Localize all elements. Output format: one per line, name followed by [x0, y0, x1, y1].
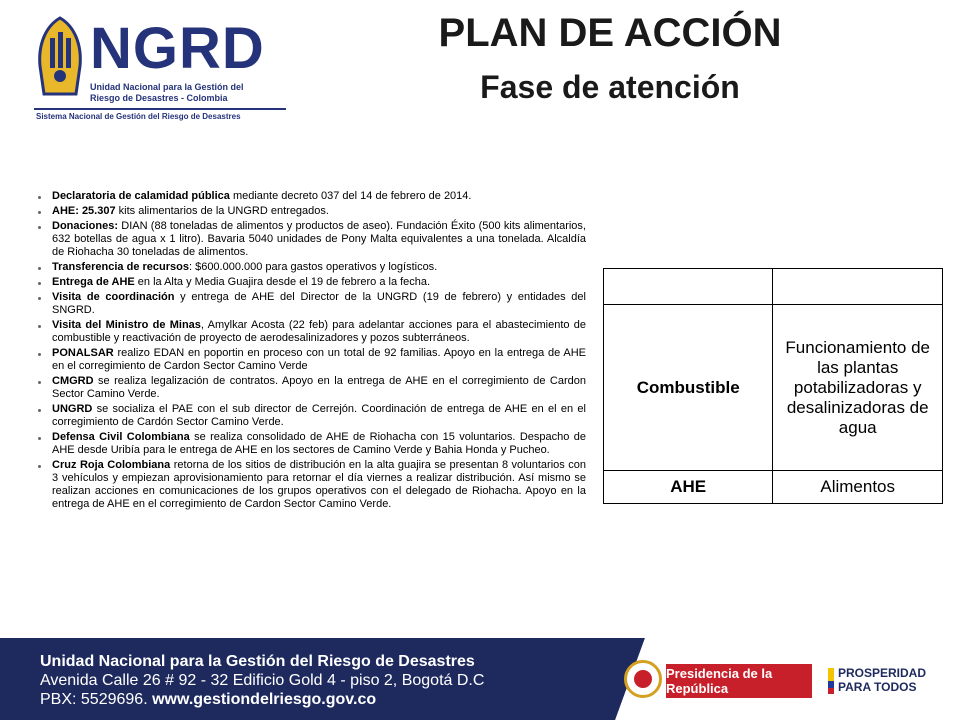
- list-item: Visita del Ministro de Minas, Amylkar Acosta (22 feb) para adelantar acciones para el abastecimiento de combustible y reactivación de proyecto de aerodesalinizadores y pozos subterráneos.: [36, 319, 586, 345]
- list-item: PONALSAR realizo EDAN en poportin en proceso con un total de 92 familias. Apoyo en la entrega de AHE en el corregimiento de Cardon Sector Camino Verde: [36, 347, 586, 373]
- list-item: AHE: 25.307 kits alimentarios de la UNGRD entregados.: [36, 205, 586, 218]
- action-list: [36, 190, 586, 513]
- list-item: Defensa Civil Colombiana se realiza consolidado de AHE de Riohacha con 15 voluntarios. Despacho de AHE desde Uribía para le entrega de AHE en los sectores de Camino Verde y Bahia Honda y Pucheo.: [36, 431, 586, 457]
- prosperidad-line-1: PROSPERIDAD: [838, 666, 927, 680]
- table-row: [604, 305, 943, 471]
- hand-emblem-icon: [34, 16, 86, 100]
- list-item: Transferencia de recursos: $600.000.000 para gastos operativos y logísticos.: [36, 261, 586, 274]
- table-cell: [604, 269, 773, 305]
- footer-phone: PBX: 5529696.: [40, 691, 153, 708]
- footer-contact: [40, 652, 484, 709]
- footer-website-link[interactable]: www.gestiondelriesgo.gov.co: [152, 691, 377, 708]
- table-cell: AHE: [604, 471, 773, 504]
- footer-phone-web: [40, 690, 484, 709]
- list-item: Declaratoria de calamidad pública mediante decreto 037 del 14 de febrero de 2014.: [36, 190, 586, 203]
- presidencia-logo: Presidencia de la República: [666, 664, 812, 698]
- list-item: Cruz Roja Colombiana retorna de los sitios de distribución en la alta guajira se presentan 8 voluntarios con 3 vehículos y empiezan aprovisionamiento para retornar el día viernes a realizar distribución. Así mismo se realizan acciones en comunicaciones de los grupos operativos con el delegado de Riohacha. Apoyo en la entrega de AHE en el corregimiento de Cardon Sector Camino Verde.: [36, 459, 586, 511]
- header: [360, 10, 860, 106]
- table-cell: [773, 269, 943, 305]
- table-row: [604, 269, 943, 305]
- list-item: Visita de coordinación y entrega de AHE del Director de la UNGRD (19 de febrero) y entidades del SNGRD.: [36, 291, 586, 317]
- list-item: Entrega de AHE en la Alta y Media Guajira desde el 19 de febrero a la fecha.: [36, 276, 586, 289]
- logo-wordmark: NGRD: [90, 16, 265, 81]
- list-item: Donaciones: DIAN (88 toneladas de alimentos y productos de aseo). Fundación Éxito (500 kits alimentarios, 632 botellas de agua x 1 litro). Bavaria 5040 unidades de Pony Malta equivalentes a una tonelada. Alcaldía de Riohacha 30 toneladas de alimentos.: [36, 220, 586, 259]
- logo-subtitle-line-2: Riesgo de Desastres - Colombia: [90, 93, 228, 103]
- needs-table: [603, 268, 943, 504]
- logo-subtitle: [90, 82, 290, 104]
- table-cell: Alimentos: [773, 471, 943, 504]
- prosperidad-line-2: PARA TODOS: [838, 680, 917, 694]
- footer: [0, 638, 960, 720]
- list-item: UNGRD se socializa el PAE con el sub director de Cerrejón. Coordinación de entrega de AHE en el en el corregimiento de Cardón Sector Camino Verde.: [36, 403, 586, 429]
- colombia-seal-icon: [624, 660, 662, 698]
- page-subtitle: Fase de atención: [480, 69, 740, 105]
- list-item: CMGRD se realiza legalización de contratos. Apoyo en la entrega de AHE en el corregimiento de Cardon Sector Camino Verde.: [36, 375, 586, 401]
- logo-system-name: Sistema Nacional de Gestión del Riesgo de Desastres: [36, 112, 241, 121]
- table-cell: Funcionamiento de las plantas potabilizadoras y desalinizadoras de agua: [773, 305, 943, 471]
- footer-address: Avenida Calle 26 # 92 - 32 Edificio Gold 4 - piso 2, Bogotá D.C: [40, 672, 485, 689]
- footer-org-name: Unidad Nacional para la Gestión del Riesgo de Desastres: [40, 653, 475, 670]
- page-title: PLAN DE ACCIÓN: [438, 11, 782, 55]
- prosperidad-logo: [838, 666, 926, 694]
- table-cell: Combustible: [604, 305, 773, 471]
- logo-divider: [34, 108, 286, 110]
- logo-subtitle-line-1: Unidad Nacional para la Gestión del: [90, 82, 244, 92]
- table-row: [604, 471, 943, 504]
- colombia-flag-icon: [828, 668, 834, 694]
- ngrd-logo: [30, 12, 286, 124]
